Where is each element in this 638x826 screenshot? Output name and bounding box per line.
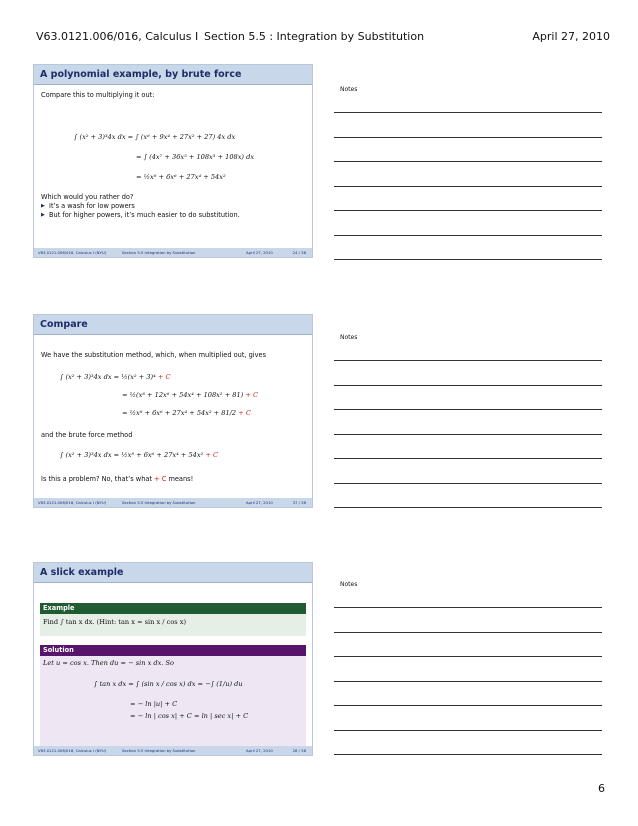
- notes-rule-line: [334, 259, 602, 260]
- footer-section: Section 5.5 Integration by Substitution: [122, 500, 196, 505]
- equation-line: ∫ tan x dx = ∫ (sin x / cos x) dx = −∫ (1/u) du: [94, 680, 243, 688]
- equation-line: ∫ (x² + 3)³4x dx = ½x⁸ + 6x⁶ + 27x⁴ + 54x² + C: [60, 451, 219, 459]
- notes-rule-line: [334, 235, 602, 236]
- footer-page: 37 / 38: [292, 500, 306, 505]
- footer-date: April 27, 2010: [246, 748, 273, 753]
- notes-rule-line: [334, 607, 602, 608]
- question-text: Which would you rather do?: [41, 193, 134, 201]
- solution-body: [40, 656, 306, 752]
- notes-label: Notes: [340, 86, 358, 93]
- bullet-item: ▶ It’s a wash for low powers: [41, 202, 306, 211]
- notes-rule-line: [334, 632, 602, 633]
- equation-line: = ½(x⁸ + 12x⁶ + 54x⁴ + 108x² + 81) + C: [122, 391, 259, 399]
- notes-rule-line: [334, 137, 602, 138]
- notes-rule-line: [334, 112, 602, 113]
- notes-rule-line: [334, 656, 602, 657]
- notes-label: Notes: [340, 581, 358, 588]
- equation-line: = − ln |u| + C: [130, 700, 178, 708]
- footer-section: Section 5.5 Integration by Substitution: [122, 250, 196, 255]
- page-number: 6: [598, 782, 605, 795]
- notes-rule-line: [334, 507, 602, 508]
- header-course: V63.0121.006/016, Calculus I: [36, 30, 199, 43]
- equation-line: = − ln | cos x| + C = ln | sec x| + C: [130, 712, 249, 720]
- slide-body-lower: [41, 193, 306, 220]
- notes-rule-line: [334, 186, 602, 187]
- slide-footer: [34, 248, 312, 257]
- solution-line: Let u = cos x. Then du = − sin x dx. So: [43, 659, 175, 667]
- slide-body: [41, 351, 306, 360]
- page-header: [36, 30, 610, 46]
- notes-rule-line: [334, 161, 602, 162]
- notes-rule-line: [334, 681, 602, 682]
- intro-text: We have the substitution method, which, when multiplied out, gives: [41, 351, 267, 359]
- slide-title: A slick example: [34, 563, 312, 583]
- footer-section: Section 5.5 Integration by Substitution: [122, 748, 196, 753]
- notes-rule-line: [334, 458, 602, 459]
- example-block: [40, 603, 306, 636]
- slide-polynomial: [33, 64, 313, 258]
- slide-title: Compare: [34, 315, 312, 335]
- notes-rule-line: [334, 730, 602, 731]
- closing-text: Is this a problem? No, that’s what + C means!: [41, 475, 194, 483]
- notes-rule-line: [334, 434, 602, 435]
- footer-date: April 27, 2010: [246, 250, 273, 255]
- slide-footer: [34, 498, 312, 507]
- notes-label: Notes: [340, 334, 358, 341]
- footer-page: 24 / 38: [292, 250, 306, 255]
- equation-line: = ∫ (4x⁷ + 36x⁵ + 108x³ + 108x) dx: [136, 153, 255, 161]
- notes-rule-line: [334, 360, 602, 361]
- solution-head: Solution: [40, 645, 306, 656]
- notes-rule-line: [334, 483, 602, 484]
- notes-rule-line: [334, 705, 602, 706]
- header-section: Section 5.5 : Integration by Substitution: [204, 30, 425, 43]
- notes-rule-line: [334, 754, 602, 755]
- slide-title: A polynomial example, by brute force: [34, 65, 312, 85]
- equation-line: = ½x⁸ + 6x⁶ + 27x⁴ + 54x² + 81/2 + C: [122, 409, 251, 417]
- bullet-item: ▶ But for higher powers, it’s much easier to do substitution.: [41, 211, 306, 220]
- slide-body-lower: [41, 475, 306, 484]
- mid-text: and the brute force method: [41, 431, 133, 439]
- notes-rule-line: [334, 210, 602, 211]
- equation-line: = ½x⁸ + 6x⁶ + 27x⁴ + 54x²: [136, 173, 226, 181]
- example-head: Example: [40, 603, 306, 614]
- example-body: Find ∫ tan x dx. (Hint: tan x = sin x / cos x): [40, 614, 306, 636]
- slide-slick-example: [33, 562, 313, 756]
- footer-course: V63.0121.006/016, Calculus I (NYU): [38, 500, 107, 505]
- equation-line: ∫ (x² + 3)³4x dx = ∫ (x⁶ + 9x⁴ + 27x² + 27) 4x dx: [74, 133, 236, 141]
- slide-compare: [33, 314, 313, 508]
- footer-date: April 27, 2010: [246, 500, 273, 505]
- slide-body: [41, 91, 306, 100]
- footer-course: V63.0121.006/016, Calculus I (NYU): [38, 250, 107, 255]
- slide-footer: [34, 746, 312, 755]
- footer-course: V63.0121.006/016, Calculus I (NYU): [38, 748, 107, 753]
- slide-body-mid: [41, 431, 306, 440]
- solution-block: [40, 645, 306, 752]
- footer-page: 28 / 38: [292, 748, 306, 753]
- intro-text: Compare this to multiplying it out:: [41, 91, 155, 99]
- notes-rule-line: [334, 409, 602, 410]
- equation-line: ∫ (x² + 3)³4x dx = ½(x² + 3)⁴ + C: [60, 373, 171, 381]
- notes-rule-line: [334, 385, 602, 386]
- header-date: April 27, 2010: [532, 30, 610, 43]
